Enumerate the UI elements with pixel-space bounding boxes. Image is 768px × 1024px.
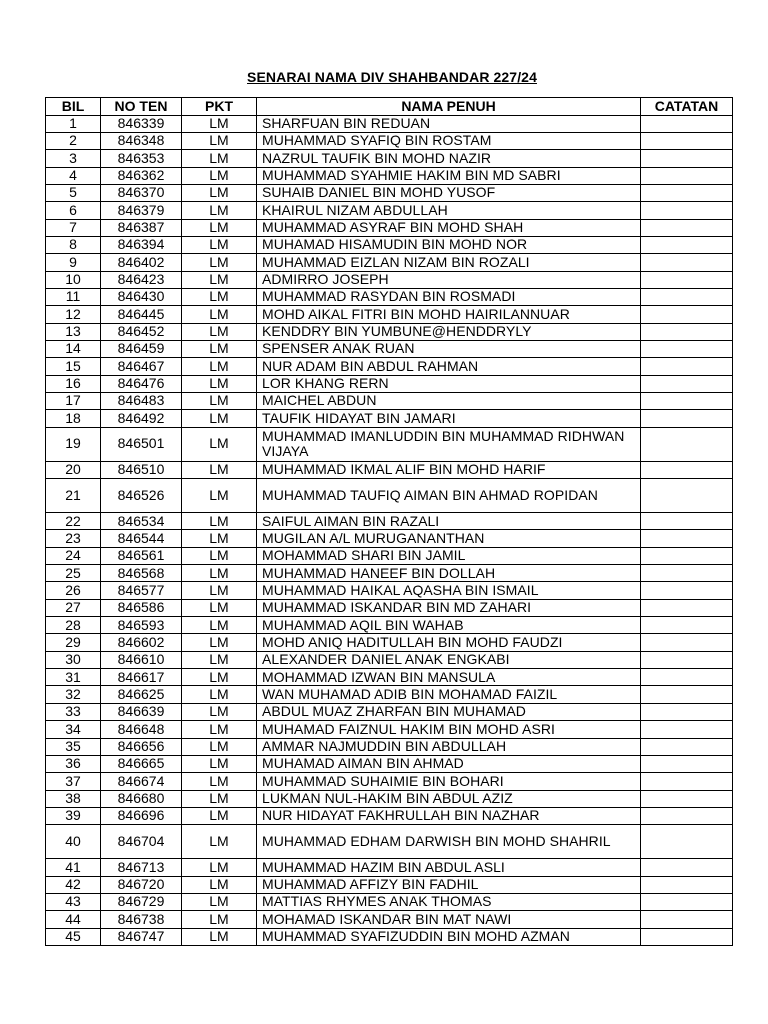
cell-pkt: LM — [182, 288, 257, 305]
cell-nama-penuh: SHARFUAN BIN REDUAN — [257, 115, 641, 132]
cell-bil: 23 — [46, 530, 101, 547]
table-row — [46, 790, 733, 807]
cell-pkt: LM — [182, 755, 257, 772]
cell-bil: 35 — [46, 738, 101, 755]
cell-no-ten: 846610 — [101, 651, 182, 668]
table-row — [46, 825, 733, 859]
cell-no-ten: 846459 — [101, 340, 182, 357]
cell-pkt: LM — [182, 530, 257, 547]
cell-no-ten: 846339 — [101, 115, 182, 132]
cell-nama-penuh: MUHAMMAD TAUFIQ AIMAN BIN AHMAD ROPIDAN — [257, 479, 641, 513]
table-row — [46, 859, 733, 876]
table-row — [46, 375, 733, 392]
cell-no-ten: 846617 — [101, 669, 182, 686]
cell-pkt: LM — [182, 599, 257, 616]
cell-bil: 20 — [46, 461, 101, 478]
cell-catatan — [641, 651, 733, 668]
cell-catatan — [641, 893, 733, 910]
column-header-pkt: PKT — [182, 98, 257, 116]
cell-catatan — [641, 236, 733, 253]
cell-bil: 31 — [46, 669, 101, 686]
cell-nama-penuh: MUHAMMAD SYAFIQ BIN ROSTAM — [257, 132, 641, 149]
cell-pkt: LM — [182, 410, 257, 427]
cell-nama-penuh: ALEXANDER DANIEL ANAK ENGKABI — [257, 651, 641, 668]
cell-bil: 36 — [46, 755, 101, 772]
cell-catatan — [641, 565, 733, 582]
cell-bil: 21 — [46, 479, 101, 513]
cell-bil: 33 — [46, 703, 101, 720]
cell-nama-penuh: LUKMAN NUL-HAKIM BIN ABDUL AZIZ — [257, 790, 641, 807]
cell-no-ten: 846430 — [101, 288, 182, 305]
cell-nama-penuh: ABDUL MUAZ ZHARFAN BIN MUHAMAD — [257, 703, 641, 720]
cell-catatan — [641, 288, 733, 305]
cell-bil: 17 — [46, 393, 101, 410]
table-row — [46, 288, 733, 305]
cell-bil: 2 — [46, 132, 101, 149]
table-row — [46, 582, 733, 599]
column-header-bil: BIL — [46, 98, 101, 116]
cell-bil: 45 — [46, 928, 101, 945]
cell-catatan — [641, 807, 733, 824]
cell-no-ten: 846362 — [101, 167, 182, 184]
cell-nama-penuh: MUHAMMAD EIZLAN NIZAM BIN ROZALI — [257, 254, 641, 271]
table-row — [46, 479, 733, 513]
table-row — [46, 703, 733, 720]
cell-nama-penuh: MUHAMMAD HAZIM BIN ABDUL ASLI — [257, 859, 641, 876]
cell-bil: 11 — [46, 288, 101, 305]
cell-no-ten: 846423 — [101, 271, 182, 288]
cell-pkt: LM — [182, 271, 257, 288]
cell-pkt: LM — [182, 565, 257, 582]
cell-catatan — [641, 582, 733, 599]
cell-pkt: LM — [182, 132, 257, 149]
cell-nama-penuh: MOHD AIKAL FITRI BIN MOHD HAIRILANNUAR — [257, 306, 641, 323]
table-row — [46, 323, 733, 340]
cell-bil: 30 — [46, 651, 101, 668]
cell-nama-penuh: SUHAIB DANIEL BIN MOHD YUSOF — [257, 184, 641, 201]
table-row — [46, 599, 733, 616]
cell-catatan — [641, 150, 733, 167]
cell-catatan — [641, 530, 733, 547]
cell-bil: 10 — [46, 271, 101, 288]
table-body — [46, 115, 733, 945]
cell-bil: 1 — [46, 115, 101, 132]
cell-pkt: LM — [182, 167, 257, 184]
cell-bil: 9 — [46, 254, 101, 271]
cell-catatan — [641, 427, 733, 461]
cell-catatan — [641, 617, 733, 634]
cell-nama-penuh: NUR HIDAYAT FAKHRULLAH BIN NAZHAR — [257, 807, 641, 824]
cell-bil: 12 — [46, 306, 101, 323]
table-row — [46, 115, 733, 132]
cell-nama-penuh: MUHAMMAD SUHAIMIE BIN BOHARI — [257, 773, 641, 790]
cell-bil: 38 — [46, 790, 101, 807]
cell-bil: 39 — [46, 807, 101, 824]
cell-no-ten: 846639 — [101, 703, 182, 720]
cell-pkt: LM — [182, 547, 257, 564]
table-row — [46, 738, 733, 755]
cell-bil: 40 — [46, 825, 101, 859]
cell-catatan — [641, 669, 733, 686]
table-row — [46, 721, 733, 738]
cell-no-ten: 846602 — [101, 634, 182, 651]
cell-no-ten: 846665 — [101, 755, 182, 772]
cell-pkt: LM — [182, 340, 257, 357]
table-header-row — [46, 98, 733, 116]
cell-catatan — [641, 859, 733, 876]
cell-pkt: LM — [182, 461, 257, 478]
cell-catatan — [641, 599, 733, 616]
cell-pkt: LM — [182, 876, 257, 893]
cell-catatan — [641, 773, 733, 790]
cell-bil: 16 — [46, 375, 101, 392]
cell-catatan — [641, 876, 733, 893]
table-row — [46, 893, 733, 910]
cell-catatan — [641, 115, 733, 132]
table-row — [46, 306, 733, 323]
cell-pkt: LM — [182, 703, 257, 720]
cell-bil: 3 — [46, 150, 101, 167]
table-row — [46, 202, 733, 219]
cell-nama-penuh: MUHAMMAD SYAFIZUDDIN BIN MOHD AZMAN — [257, 928, 641, 945]
table-row — [46, 184, 733, 201]
cell-bil: 29 — [46, 634, 101, 651]
table-row — [46, 150, 733, 167]
cell-nama-penuh: MUHAMAD AIMAN BIN AHMAD — [257, 755, 641, 772]
cell-bil: 5 — [46, 184, 101, 201]
cell-catatan — [641, 721, 733, 738]
cell-catatan — [641, 634, 733, 651]
cell-catatan — [641, 254, 733, 271]
cell-pkt: LM — [182, 911, 257, 928]
cell-bil: 27 — [46, 599, 101, 616]
cell-nama-penuh: MUHAMMAD EDHAM DARWISH BIN MOHD SHAHRIL — [257, 825, 641, 859]
cell-nama-penuh: LOR KHANG RERN — [257, 375, 641, 392]
table-row — [46, 132, 733, 149]
cell-catatan — [641, 686, 733, 703]
cell-nama-penuh: MUHAMMAD IMANLUDDIN BIN MUHAMMAD RIDHWAN VIJAYA — [257, 427, 641, 461]
cell-nama-penuh: MUHAMMAD AQIL BIN WAHAB — [257, 617, 641, 634]
column-header-catatan: CATATAN — [641, 98, 733, 116]
cell-pkt: LM — [182, 115, 257, 132]
cell-no-ten: 846720 — [101, 876, 182, 893]
cell-pkt: LM — [182, 323, 257, 340]
cell-nama-penuh: MUHAMMAD AFFIZY BIN FADHIL — [257, 876, 641, 893]
cell-nama-penuh: TAUFIK HIDAYAT BIN JAMARI — [257, 410, 641, 427]
cell-pkt: LM — [182, 773, 257, 790]
cell-bil: 6 — [46, 202, 101, 219]
cell-nama-penuh: KENDDRY BIN YUMBUNE@HENDDRYLY — [257, 323, 641, 340]
cell-pkt: LM — [182, 617, 257, 634]
cell-catatan — [641, 202, 733, 219]
cell-no-ten: 846534 — [101, 513, 182, 530]
cell-pkt: LM — [182, 686, 257, 703]
cell-nama-penuh: MUHAMMAD RASYDAN BIN ROSMADI — [257, 288, 641, 305]
cell-catatan — [641, 479, 733, 513]
cell-no-ten: 846729 — [101, 893, 182, 910]
column-header-nama-penuh: NAMA PENUH — [257, 98, 641, 116]
table-row — [46, 634, 733, 651]
cell-nama-penuh: MOHD ANIQ HADITULLAH BIN MOHD FAUDZI — [257, 634, 641, 651]
cell-catatan — [641, 306, 733, 323]
cell-pkt: LM — [182, 479, 257, 513]
cell-catatan — [641, 184, 733, 201]
cell-no-ten: 846394 — [101, 236, 182, 253]
cell-bil: 28 — [46, 617, 101, 634]
cell-bil: 32 — [46, 686, 101, 703]
cell-bil: 37 — [46, 773, 101, 790]
table-row — [46, 547, 733, 564]
table-row — [46, 461, 733, 478]
cell-nama-penuh: SPENSER ANAK RUAN — [257, 340, 641, 357]
cell-pkt: LM — [182, 427, 257, 461]
cell-bil: 26 — [46, 582, 101, 599]
table-row — [46, 513, 733, 530]
cell-pkt: LM — [182, 651, 257, 668]
cell-bil: 22 — [46, 513, 101, 530]
cell-nama-penuh: MUHAMMAD ISKANDAR BIN MD ZAHARI — [257, 599, 641, 616]
cell-no-ten: 846510 — [101, 461, 182, 478]
cell-no-ten: 846680 — [101, 790, 182, 807]
cell-nama-penuh: MATTIAS RHYMES ANAK THOMAS — [257, 893, 641, 910]
cell-bil: 13 — [46, 323, 101, 340]
cell-nama-penuh: ADMIRRO JOSEPH — [257, 271, 641, 288]
cell-no-ten: 846492 — [101, 410, 182, 427]
cell-no-ten: 846747 — [101, 928, 182, 945]
table-row — [46, 807, 733, 824]
cell-catatan — [641, 219, 733, 236]
table-row — [46, 755, 733, 772]
cell-bil: 24 — [46, 547, 101, 564]
table-row — [46, 410, 733, 427]
cell-catatan — [641, 790, 733, 807]
cell-no-ten: 846370 — [101, 184, 182, 201]
cell-no-ten: 846379 — [101, 202, 182, 219]
cell-pkt: LM — [182, 669, 257, 686]
page-title: SENARAI NAMA DIV SHAHBANDAR 227/24 — [247, 69, 537, 85]
table-row — [46, 565, 733, 582]
cell-no-ten: 846445 — [101, 306, 182, 323]
cell-pkt: LM — [182, 219, 257, 236]
cell-no-ten: 846402 — [101, 254, 182, 271]
cell-pkt: LM — [182, 306, 257, 323]
table-row — [46, 219, 733, 236]
cell-catatan — [641, 340, 733, 357]
cell-no-ten: 846577 — [101, 582, 182, 599]
cell-pkt: LM — [182, 236, 257, 253]
cell-no-ten: 846625 — [101, 686, 182, 703]
cell-pkt: LM — [182, 859, 257, 876]
table-row — [46, 911, 733, 928]
table-row — [46, 669, 733, 686]
cell-bil: 43 — [46, 893, 101, 910]
table-row — [46, 686, 733, 703]
table-row — [46, 427, 733, 461]
cell-no-ten: 846353 — [101, 150, 182, 167]
cell-nama-penuh: MUHAMMAD IKMAL ALIF BIN MOHD HARIF — [257, 461, 641, 478]
cell-bil: 41 — [46, 859, 101, 876]
cell-nama-penuh: KHAIRUL NIZAM ABDULLAH — [257, 202, 641, 219]
cell-no-ten: 846696 — [101, 807, 182, 824]
cell-no-ten: 846348 — [101, 132, 182, 149]
cell-no-ten: 846544 — [101, 530, 182, 547]
cell-bil: 25 — [46, 565, 101, 582]
cell-no-ten: 846483 — [101, 393, 182, 410]
cell-no-ten: 846467 — [101, 358, 182, 375]
cell-catatan — [641, 911, 733, 928]
cell-catatan — [641, 323, 733, 340]
cell-no-ten: 846674 — [101, 773, 182, 790]
cell-pkt: LM — [182, 582, 257, 599]
cell-no-ten: 846476 — [101, 375, 182, 392]
column-header-no-ten: NO TEN — [101, 98, 182, 116]
cell-bil: 42 — [46, 876, 101, 893]
cell-pkt: LM — [182, 358, 257, 375]
cell-no-ten: 846526 — [101, 479, 182, 513]
cell-no-ten: 846648 — [101, 721, 182, 738]
cell-pkt: LM — [182, 202, 257, 219]
cell-nama-penuh: MUGILAN A/L MURUGANANTHAN — [257, 530, 641, 547]
cell-nama-penuh: MUHAMMAD HANEEF BIN DOLLAH — [257, 565, 641, 582]
table-row — [46, 358, 733, 375]
cell-pkt: LM — [182, 634, 257, 651]
cell-pkt: LM — [182, 738, 257, 755]
table-row — [46, 651, 733, 668]
table-row — [46, 928, 733, 945]
cell-catatan — [641, 825, 733, 859]
cell-pkt: LM — [182, 184, 257, 201]
table-row — [46, 773, 733, 790]
cell-bil: 4 — [46, 167, 101, 184]
cell-catatan — [641, 375, 733, 392]
table-row — [46, 167, 733, 184]
cell-pkt: LM — [182, 790, 257, 807]
table-row — [46, 271, 733, 288]
cell-nama-penuh: MUHAMMAD ASYRAF BIN MOHD SHAH — [257, 219, 641, 236]
cell-bil: 34 — [46, 721, 101, 738]
cell-bil: 7 — [46, 219, 101, 236]
cell-nama-penuh: MAICHEL ABDUN — [257, 393, 641, 410]
cell-no-ten: 846656 — [101, 738, 182, 755]
cell-catatan — [641, 358, 733, 375]
cell-pkt: LM — [182, 150, 257, 167]
cell-no-ten: 846452 — [101, 323, 182, 340]
cell-catatan — [641, 703, 733, 720]
cell-no-ten: 846704 — [101, 825, 182, 859]
roster-table — [45, 97, 733, 946]
cell-pkt: LM — [182, 807, 257, 824]
cell-nama-penuh: MUHAMMAD HAIKAL AQASHA BIN ISMAIL — [257, 582, 641, 599]
cell-no-ten: 846586 — [101, 599, 182, 616]
cell-nama-penuh: SAIFUL AIMAN BIN RAZALI — [257, 513, 641, 530]
cell-no-ten: 846738 — [101, 911, 182, 928]
table-row — [46, 340, 733, 357]
cell-catatan — [641, 167, 733, 184]
cell-nama-penuh: MUHAMMAD SYAHMIE HAKIM BIN MD SABRI — [257, 167, 641, 184]
cell-catatan — [641, 755, 733, 772]
cell-catatan — [641, 547, 733, 564]
cell-bil: 14 — [46, 340, 101, 357]
cell-pkt: LM — [182, 721, 257, 738]
cell-pkt: LM — [182, 928, 257, 945]
cell-bil: 18 — [46, 410, 101, 427]
cell-bil: 19 — [46, 427, 101, 461]
cell-nama-penuh: NUR ADAM BIN ABDUL RAHMAN — [257, 358, 641, 375]
cell-nama-penuh: MOHAMMAD SHARI BIN JAMIL — [257, 547, 641, 564]
cell-catatan — [641, 738, 733, 755]
cell-catatan — [641, 393, 733, 410]
cell-bil: 15 — [46, 358, 101, 375]
table-row — [46, 254, 733, 271]
cell-nama-penuh: NAZRUL TAUFIK BIN MOHD NAZIR — [257, 150, 641, 167]
cell-bil: 44 — [46, 911, 101, 928]
cell-no-ten: 846561 — [101, 547, 182, 564]
table-row — [46, 617, 733, 634]
cell-nama-penuh: MOHAMAD ISKANDAR BIN MAT NAWI — [257, 911, 641, 928]
cell-pkt: LM — [182, 513, 257, 530]
table-row — [46, 876, 733, 893]
cell-nama-penuh: MUHAMAD FAIZNUL HAKIM BIN MOHD ASRI — [257, 721, 641, 738]
cell-no-ten: 846387 — [101, 219, 182, 236]
cell-pkt: LM — [182, 825, 257, 859]
cell-nama-penuh: WAN MUHAMAD ADIB BIN MOHAMAD FAIZIL — [257, 686, 641, 703]
cell-pkt: LM — [182, 254, 257, 271]
cell-no-ten: 846568 — [101, 565, 182, 582]
cell-bil: 8 — [46, 236, 101, 253]
cell-nama-penuh: AMMAR NAJMUDDIN BIN ABDULLAH — [257, 738, 641, 755]
table-row — [46, 530, 733, 547]
cell-no-ten: 846713 — [101, 859, 182, 876]
cell-pkt: LM — [182, 893, 257, 910]
cell-catatan — [641, 461, 733, 478]
cell-pkt: LM — [182, 393, 257, 410]
cell-catatan — [641, 132, 733, 149]
cell-catatan — [641, 928, 733, 945]
table-row — [46, 393, 733, 410]
cell-pkt: LM — [182, 375, 257, 392]
cell-catatan — [641, 410, 733, 427]
cell-nama-penuh: MUHAMAD HISAMUDIN BIN MOHD NOR — [257, 236, 641, 253]
cell-catatan — [641, 513, 733, 530]
table-row — [46, 236, 733, 253]
cell-catatan — [641, 271, 733, 288]
cell-no-ten: 846501 — [101, 427, 182, 461]
cell-no-ten: 846593 — [101, 617, 182, 634]
cell-nama-penuh: MOHAMMAD IZWAN BIN MANSULA — [257, 669, 641, 686]
